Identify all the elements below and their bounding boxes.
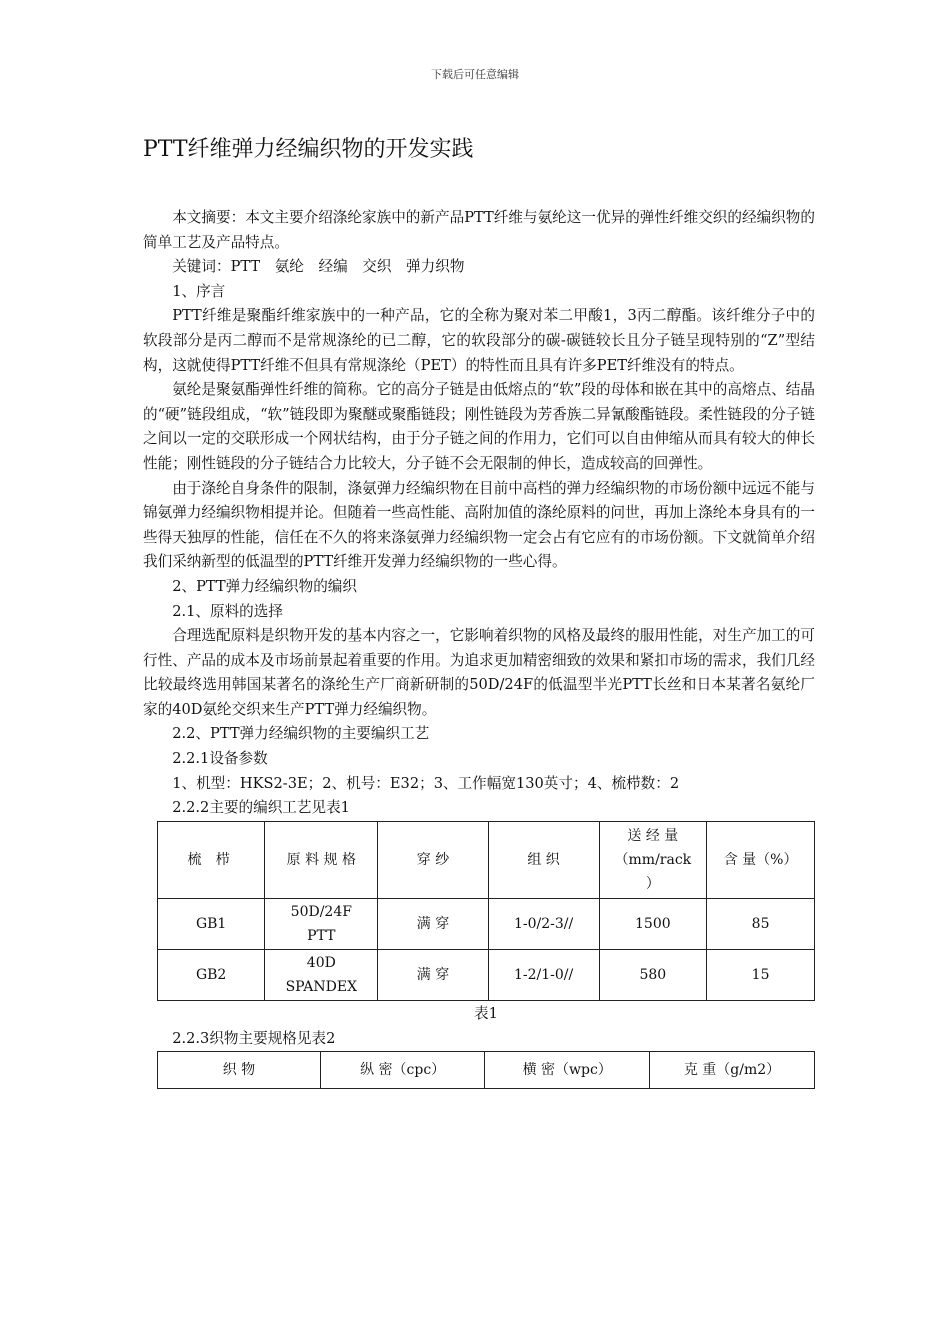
paragraph-spandex: 氨纶是聚氨酯弹性纤维的简称。它的高分子链是由低熔点的“软”段的母体和嵌在其中的高熔点、结晶的“硬”链段组成，“软”链段即为聚醚或聚酯链段；刚性链段为芳香族二异氰酸酯链段。柔性链段的分子链之间以一定的交联形成一个网状结构，由于分子链之间的作用力，它们可以自由伸缩从而具有较大的伸长性能；刚性链段的分子链结合力比较大，分子链不会无限制的伸长，造成较高的回弹性。 bbox=[143, 381, 815, 472]
table-cell: 1-2/1-0// bbox=[488, 949, 599, 1000]
table-header-cell: 织 物 bbox=[158, 1052, 321, 1089]
table-cell: 40D SPANDEX bbox=[265, 949, 378, 1000]
table-cell: 50D/24F PTT bbox=[265, 898, 378, 949]
keywords: 关键词：PTT 氨纶 经编 交织 弹力织物 bbox=[172, 258, 465, 276]
table-header-cell: 原 料 规 格 bbox=[265, 821, 378, 898]
equipment-params: 1、机型：HKS2-3E；2、机号：E32；3、工作幅宽130英寸；4、梳栉数：2 bbox=[172, 774, 680, 792]
paragraph-ptt: PTT纤维是聚酯纤维家族中的一种产品，它的全称为聚对苯二甲酸1，3丙二醇酯。该纤维分子中的软段部分是丙二醇而不是常规涤纶的已二醇，它的软段部分的碳-碳链较长且分子链呈现特别的“Z”型结构，这就使得PTT纤维不但具有常规涤纶（PET）的特性而且具有许多PET纤维没有的特点。 bbox=[143, 307, 815, 374]
paragraph-materials: 合理选配原料是织物开发的基本内容之一，它影响着织物的风格及最终的服用性能，对生产加工的可行性、产品的成本及市场前景起着重要的作用。为追求更加精密细致的效果和紧扣市场的需求，我们几经比较最终选用韩国某著名的涤纶生产厂商新研制的50D/24F的低温型半光PTT长丝和日本某著名氨纶厂家的40D氨纶交织来生产PTT弹力经编织物。 bbox=[143, 627, 815, 718]
table-header-cell: 横 密（wpc） bbox=[485, 1052, 650, 1089]
table-cell: 1-0/2-3// bbox=[488, 898, 599, 949]
table-header-cell: 穿 纱 bbox=[378, 821, 488, 898]
table-header-row bbox=[158, 821, 815, 898]
table-cell: 满 穿 bbox=[378, 898, 488, 949]
section-heading-2-1: 2.1、原料的选择 bbox=[172, 602, 283, 620]
table-header-cell: 含 量（%） bbox=[707, 821, 815, 898]
table1-caption: 表1 bbox=[474, 1004, 498, 1022]
section-heading-2-2: 2.2、PTT弹力经编织物的主要编织工艺 bbox=[172, 725, 430, 743]
table-header-cell: 梳 栉 bbox=[158, 821, 265, 898]
table1-intro: 2.2.2主要的编织工艺见表1 bbox=[172, 799, 350, 817]
section-heading-2: 2、PTT弹力经编织物的编织 bbox=[172, 577, 357, 595]
abstract: 本文摘要：本文主要介绍涤纶家族中的新产品PTT纤维与氨纶这一优异的弹性纤维交织的经编织物的简单工艺及产品特点。 bbox=[143, 209, 815, 251]
page-header: 下载后可任意编辑 bbox=[431, 68, 519, 81]
table2-intro: 2.2.3织物主要规格见表2 bbox=[172, 1029, 336, 1047]
table-cell: GB1 bbox=[158, 898, 265, 949]
table-cell: 580 bbox=[599, 949, 707, 1000]
knitting-process-table bbox=[157, 821, 815, 1001]
table-row bbox=[158, 898, 815, 949]
table-header-cell: 克 重（g/m2） bbox=[650, 1052, 815, 1089]
table-header-cell: 纵 密（cpc） bbox=[320, 1052, 484, 1089]
section-heading-1: 1、序言 bbox=[172, 282, 226, 300]
table-row bbox=[158, 949, 815, 1000]
table-header-row bbox=[158, 1052, 815, 1089]
section-heading-2-2-1: 2.2.1设备参数 bbox=[172, 750, 268, 768]
document-title: PTT纤维弹力经编织物的开发实践 bbox=[143, 137, 474, 162]
fabric-spec-table bbox=[157, 1051, 815, 1089]
paragraph-market: 由于涤纶自身条件的限制，涤氨弹力经编织物在目前中高档的弹力经编织物的市场份额中远远不能与锦氨弹力经编织物相提并论。但随着一些高性能、高附加值的涤纶原料的问世，再加上涤纶本身具有的一些得天独厚的性能，信任在不久的将来涤氨弹力经编织物一定会占有它应有的市场份额。下文就简单介绍我们采纳新型的低温型的PTT纤维开发弹力经编织物的一些心得。 bbox=[143, 479, 815, 571]
table-header-cell: 组 织 bbox=[488, 821, 599, 898]
table-cell: 1500 bbox=[599, 898, 707, 949]
table-cell: 85 bbox=[707, 898, 815, 949]
table-cell: 满 穿 bbox=[378, 949, 488, 1000]
table-header-cell: 送 经 量 （mm/rack ） bbox=[599, 821, 707, 898]
table-cell: 15 bbox=[707, 949, 815, 1000]
table-cell: GB2 bbox=[158, 949, 265, 1000]
document-body bbox=[143, 130, 815, 1089]
